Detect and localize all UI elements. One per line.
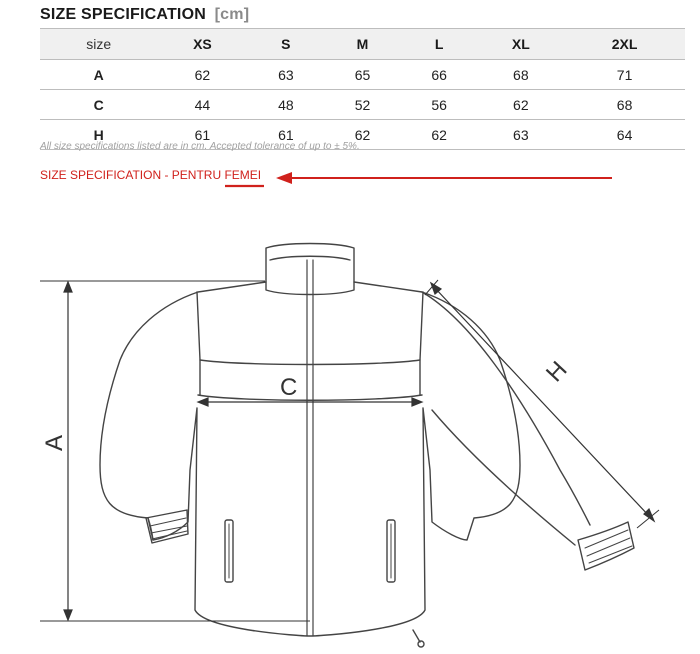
table-cell: 62 [477, 90, 564, 120]
measure-a [40, 281, 310, 621]
table-cell: 61 [248, 120, 325, 150]
row-label: C [40, 90, 157, 120]
row-label: A [40, 60, 157, 90]
title-text: SIZE SPECIFICATION [40, 6, 206, 23]
size-col-2xl: 2XL [564, 29, 685, 60]
size-col-l: L [401, 29, 478, 60]
table-cell: 56 [401, 90, 478, 120]
table-cell: 71 [564, 60, 685, 90]
jacket-outline [100, 282, 520, 636]
yoke-line [197, 292, 423, 365]
table-cell: 61 [157, 120, 247, 150]
chest-seam [198, 395, 422, 400]
label-c: C [280, 374, 298, 401]
annotation-highlight: FEMEI [224, 168, 262, 182]
label-h: H [541, 356, 573, 388]
right-cuff [578, 522, 634, 570]
title-unit: [cm] [214, 6, 250, 23]
drawcord-stopper [418, 641, 424, 647]
table-cell: 66 [401, 60, 478, 90]
size-col-m: M [324, 29, 401, 60]
table-cell: 68 [564, 90, 685, 120]
table-cell: 63 [477, 120, 564, 150]
measure-h [425, 280, 659, 528]
table-cell: 65 [324, 60, 401, 90]
size-col-xl: XL [477, 29, 564, 60]
tolerance-note: All size specifications listed are in cm. Accepted tolerance of up to ± 5%. [40, 141, 360, 152]
collar-stitch [270, 256, 350, 260]
right-sleeve-top [422, 292, 590, 525]
table-cell: 48 [248, 90, 325, 120]
table-cell: 62 [324, 120, 401, 150]
annotation-prefix: SIZE SPECIFICATION - PENTRU [40, 168, 225, 182]
size-col-s: S [248, 29, 325, 60]
size-corner-label: size [40, 29, 157, 60]
drawcord [413, 630, 420, 642]
table-cell: 44 [157, 90, 247, 120]
label-a: A [41, 434, 68, 451]
table-cell: 62 [157, 60, 247, 90]
table-cell: 52 [324, 90, 401, 120]
table-cell: 68 [477, 60, 564, 90]
table-cell: 62 [401, 120, 478, 150]
right-sleeve-bottom [432, 410, 575, 545]
row-label: H [40, 120, 157, 150]
collar-outline [266, 244, 354, 295]
table-cell: 64 [564, 120, 685, 150]
measure-c [198, 398, 422, 406]
size-col-xs: XS [157, 29, 247, 60]
table-cell: 63 [248, 60, 325, 90]
side-panel-line [200, 360, 420, 395]
